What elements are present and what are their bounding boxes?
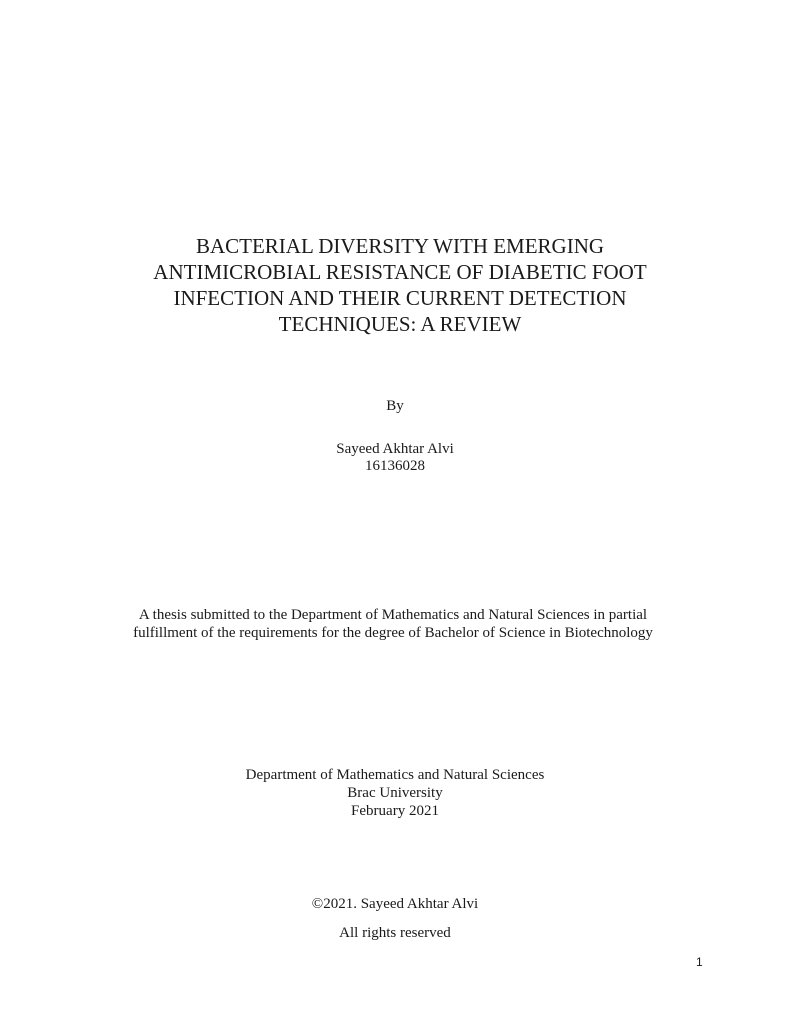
title-line-3: INFECTION AND THEIR CURRENT DETECTION (173, 286, 627, 310)
submission-line-1: A thesis submitted to the Department of Mathematics and Natural Sciences in partial (138, 607, 648, 623)
title-line-2: ANTIMICROBIAL RESISTANCE OF DIABETIC FOOT (153, 260, 647, 284)
submission-date: February 2021 (351, 803, 439, 819)
thesis-title (100, 233, 700, 337)
department-name: Department of Mathematics and Natural Sciences (245, 767, 545, 783)
title-line-1: BACTERIAL DIVERSITY WITH EMERGING (195, 234, 605, 258)
by-label: By (386, 398, 404, 414)
submission-line-2: fulfillment of the requirements for the degree of Bachelor of Science in Biotechnology (133, 625, 653, 641)
copyright-notice: ©2021. Sayeed Akhtar Alvi (311, 896, 479, 912)
rights-reserved: All rights reserved (339, 925, 451, 941)
university-name: Brac University (347, 785, 443, 801)
page-number: 1 (696, 955, 703, 969)
author-name: Sayeed Akhtar Alvi (336, 441, 454, 457)
title-line-4: TECHNIQUES: A REVIEW (278, 312, 522, 336)
student-id: 16136028 (365, 458, 425, 474)
